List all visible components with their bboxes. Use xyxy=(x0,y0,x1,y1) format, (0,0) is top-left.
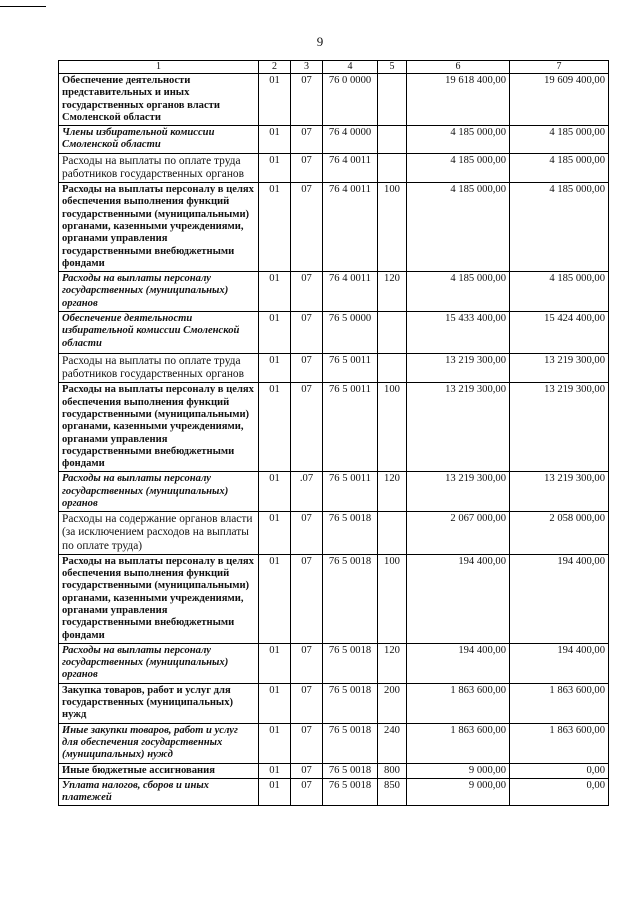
amount-col6-cell: 19 618 400,00 xyxy=(407,74,510,126)
row-name-cell: Иные бюджетные ассигнования xyxy=(59,763,259,778)
expense-type-cell: 240 xyxy=(378,723,407,763)
table-row xyxy=(59,683,609,723)
table-row xyxy=(59,778,609,806)
row-name-cell: Расходы на выплаты персоналу государственных (муниципальных) органов xyxy=(59,472,259,512)
section-code-cell: 01 xyxy=(259,74,291,126)
amount-col7-cell: 2 058 000,00 xyxy=(510,512,609,555)
amount-col6-cell: 13 219 300,00 xyxy=(407,472,510,512)
expense-type-cell: 120 xyxy=(378,472,407,512)
amount-col7-cell: 4 185 000,00 xyxy=(510,153,609,182)
section-code-cell: 01 xyxy=(259,383,291,472)
section-code-cell: 01 xyxy=(259,183,291,272)
amount-col6-cell: 194 400,00 xyxy=(407,643,510,683)
subsection-code-cell: 07 xyxy=(291,723,323,763)
row-name-cell: Иные закупки товаров, работ и услуг для обеспечения государственных (муниципальных) нужд xyxy=(59,723,259,763)
expense-type-cell: 120 xyxy=(378,272,407,312)
target-article-cell: 76 4 0011 xyxy=(323,153,378,182)
table-row xyxy=(59,472,609,512)
amount-col7-cell: 194 400,00 xyxy=(510,643,609,683)
subsection-code-cell: 07 xyxy=(291,683,323,723)
section-code-cell: 01 xyxy=(259,554,291,643)
amount-col6-cell: 4 185 000,00 xyxy=(407,183,510,272)
amount-col7-cell: 0,00 xyxy=(510,778,609,806)
amount-col6-cell: 4 185 000,00 xyxy=(407,153,510,182)
section-code-cell: 01 xyxy=(259,683,291,723)
target-article-cell: 76 5 0011 xyxy=(323,383,378,472)
table-row xyxy=(59,153,609,182)
amount-col6-cell: 9 000,00 xyxy=(407,763,510,778)
amount-col7-cell: 15 424 400,00 xyxy=(510,311,609,353)
expense-type-cell xyxy=(378,512,407,555)
target-article-cell: 76 5 0011 xyxy=(323,353,378,382)
table-row xyxy=(59,272,609,312)
subsection-code-cell: 07 xyxy=(291,763,323,778)
amount-col6-cell: 1 863 600,00 xyxy=(407,683,510,723)
section-code-cell: 01 xyxy=(259,723,291,763)
expense-type-cell xyxy=(378,74,407,126)
row-name-cell: Обеспечение деятельности представительных и иных государственных органов власти Смоленской области xyxy=(59,74,259,126)
subsection-code-cell: 07 xyxy=(291,153,323,182)
target-article-cell: 76 5 0018 xyxy=(323,683,378,723)
table-row xyxy=(59,723,609,763)
expense-type-cell: 100 xyxy=(378,554,407,643)
table-row xyxy=(59,643,609,683)
header-col-4: 4 xyxy=(323,61,378,74)
header-col-2: 2 xyxy=(259,61,291,74)
target-article-cell: 76 5 0000 xyxy=(323,311,378,353)
subsection-code-cell: .07 xyxy=(291,472,323,512)
page-number: 9 xyxy=(316,34,324,49)
section-code-cell: 01 xyxy=(259,311,291,353)
subsection-code-cell: 07 xyxy=(291,126,323,154)
amount-col6-cell: 13 219 300,00 xyxy=(407,353,510,382)
amount-col6-cell: 194 400,00 xyxy=(407,554,510,643)
target-article-cell: 76 5 0018 xyxy=(323,512,378,555)
table-row xyxy=(59,554,609,643)
expense-type-cell: 100 xyxy=(378,383,407,472)
header-col-5: 5 xyxy=(378,61,407,74)
row-name-cell: Обеспечение деятельности избирательной комиссии Смоленской области xyxy=(59,311,259,353)
target-article-cell: 76 5 0018 xyxy=(323,763,378,778)
target-article-cell: 76 5 0018 xyxy=(323,643,378,683)
top-rule-line xyxy=(0,6,46,7)
amount-col6-cell: 9 000,00 xyxy=(407,778,510,806)
amount-col6-cell: 15 433 400,00 xyxy=(407,311,510,353)
header-col-1: 1 xyxy=(59,61,259,74)
row-name-cell: Расходы на выплаты персоналу в целях обеспечения выполнения функций государственными (муниципальными) органами, казенными учреждениями, органами управления государственными внебюджетными фондами xyxy=(59,383,259,472)
section-code-cell: 01 xyxy=(259,153,291,182)
subsection-code-cell: 07 xyxy=(291,183,323,272)
table-header-row xyxy=(59,61,609,74)
amount-col6-cell: 1 863 600,00 xyxy=(407,723,510,763)
row-name-cell: Расходы на выплаты по оплате труда работников государственных органов xyxy=(59,353,259,382)
target-article-cell: 76 5 0018 xyxy=(323,723,378,763)
amount-col7-cell: 1 863 600,00 xyxy=(510,723,609,763)
amount-col7-cell: 194 400,00 xyxy=(510,554,609,643)
subsection-code-cell: 07 xyxy=(291,74,323,126)
expense-type-cell xyxy=(378,353,407,382)
amount-col7-cell: 0,00 xyxy=(510,763,609,778)
amount-col7-cell: 19 609 400,00 xyxy=(510,74,609,126)
subsection-code-cell: 07 xyxy=(291,512,323,555)
amount-col7-cell: 13 219 300,00 xyxy=(510,472,609,512)
expense-type-cell xyxy=(378,153,407,182)
target-article-cell: 76 4 0011 xyxy=(323,272,378,312)
header-col-7: 7 xyxy=(510,61,609,74)
section-code-cell: 01 xyxy=(259,126,291,154)
expense-type-cell: 200 xyxy=(378,683,407,723)
section-code-cell: 01 xyxy=(259,778,291,806)
section-code-cell: 01 xyxy=(259,353,291,382)
subsection-code-cell: 07 xyxy=(291,353,323,382)
section-code-cell: 01 xyxy=(259,472,291,512)
subsection-code-cell: 07 xyxy=(291,311,323,353)
expense-type-cell: 850 xyxy=(378,778,407,806)
row-name-cell: Члены избирательной комиссии Смоленской области xyxy=(59,126,259,154)
amount-col6-cell: 2 067 000,00 xyxy=(407,512,510,555)
table-row xyxy=(59,353,609,382)
subsection-code-cell: 07 xyxy=(291,554,323,643)
row-name-cell: Закупка товаров, работ и услуг для государственных (муниципальных) нужд xyxy=(59,683,259,723)
amount-col6-cell: 4 185 000,00 xyxy=(407,272,510,312)
table-row xyxy=(59,183,609,272)
expense-type-cell xyxy=(378,126,407,154)
target-article-cell: 76 4 0000 xyxy=(323,126,378,154)
target-article-cell: 76 4 0011 xyxy=(323,183,378,272)
budget-table xyxy=(58,60,609,806)
expense-type-cell: 800 xyxy=(378,763,407,778)
header-col-3: 3 xyxy=(291,61,323,74)
row-name-cell: Расходы на выплаты персоналу государственных (муниципальных) органов xyxy=(59,272,259,312)
target-article-cell: 76 5 0011 xyxy=(323,472,378,512)
row-name-cell: Расходы на выплаты персоналу в целях обеспечения выполнения функций государственными (муниципальными) органами, казенными учреждениями, органами управления государственными внебюджетными фондами xyxy=(59,554,259,643)
section-code-cell: 01 xyxy=(259,643,291,683)
section-code-cell: 01 xyxy=(259,272,291,312)
target-article-cell: 76 5 0018 xyxy=(323,554,378,643)
amount-col7-cell: 4 185 000,00 xyxy=(510,126,609,154)
header-col-6: 6 xyxy=(407,61,510,74)
table-row xyxy=(59,74,609,126)
row-name-cell: Расходы на выплаты персоналу государственных (муниципальных) органов xyxy=(59,643,259,683)
amount-col7-cell: 13 219 300,00 xyxy=(510,383,609,472)
amount-col7-cell: 4 185 000,00 xyxy=(510,272,609,312)
table-row xyxy=(59,512,609,555)
section-code-cell: 01 xyxy=(259,763,291,778)
amount-col6-cell: 4 185 000,00 xyxy=(407,126,510,154)
row-name-cell: Расходы на выплаты персоналу в целях обеспечения выполнения функций государственными (муниципальными) органами, казенными учреждениями, органами управления государственными внебюджетными фондами xyxy=(59,183,259,272)
row-name-cell: Расходы на содержание органов власти (за исключением расходов на выплаты по оплате труда) xyxy=(59,512,259,555)
table-row xyxy=(59,311,609,353)
expense-type-cell: 100 xyxy=(378,183,407,272)
expense-type-cell xyxy=(378,311,407,353)
section-code-cell: 01 xyxy=(259,512,291,555)
subsection-code-cell: 07 xyxy=(291,778,323,806)
amount-col6-cell: 13 219 300,00 xyxy=(407,383,510,472)
table-row xyxy=(59,763,609,778)
expense-type-cell: 120 xyxy=(378,643,407,683)
row-name-cell: Уплата налогов, сборов и иных платежей xyxy=(59,778,259,806)
target-article-cell: 76 0 0000 xyxy=(323,74,378,126)
amount-col7-cell: 13 219 300,00 xyxy=(510,353,609,382)
row-name-cell: Расходы на выплаты по оплате труда работников государственных органов xyxy=(59,153,259,182)
amount-col7-cell: 4 185 000,00 xyxy=(510,183,609,272)
table-row xyxy=(59,126,609,154)
subsection-code-cell: 07 xyxy=(291,643,323,683)
subsection-code-cell: 07 xyxy=(291,383,323,472)
table-row xyxy=(59,383,609,472)
target-article-cell: 76 5 0018 xyxy=(323,778,378,806)
amount-col7-cell: 1 863 600,00 xyxy=(510,683,609,723)
subsection-code-cell: 07 xyxy=(291,272,323,312)
